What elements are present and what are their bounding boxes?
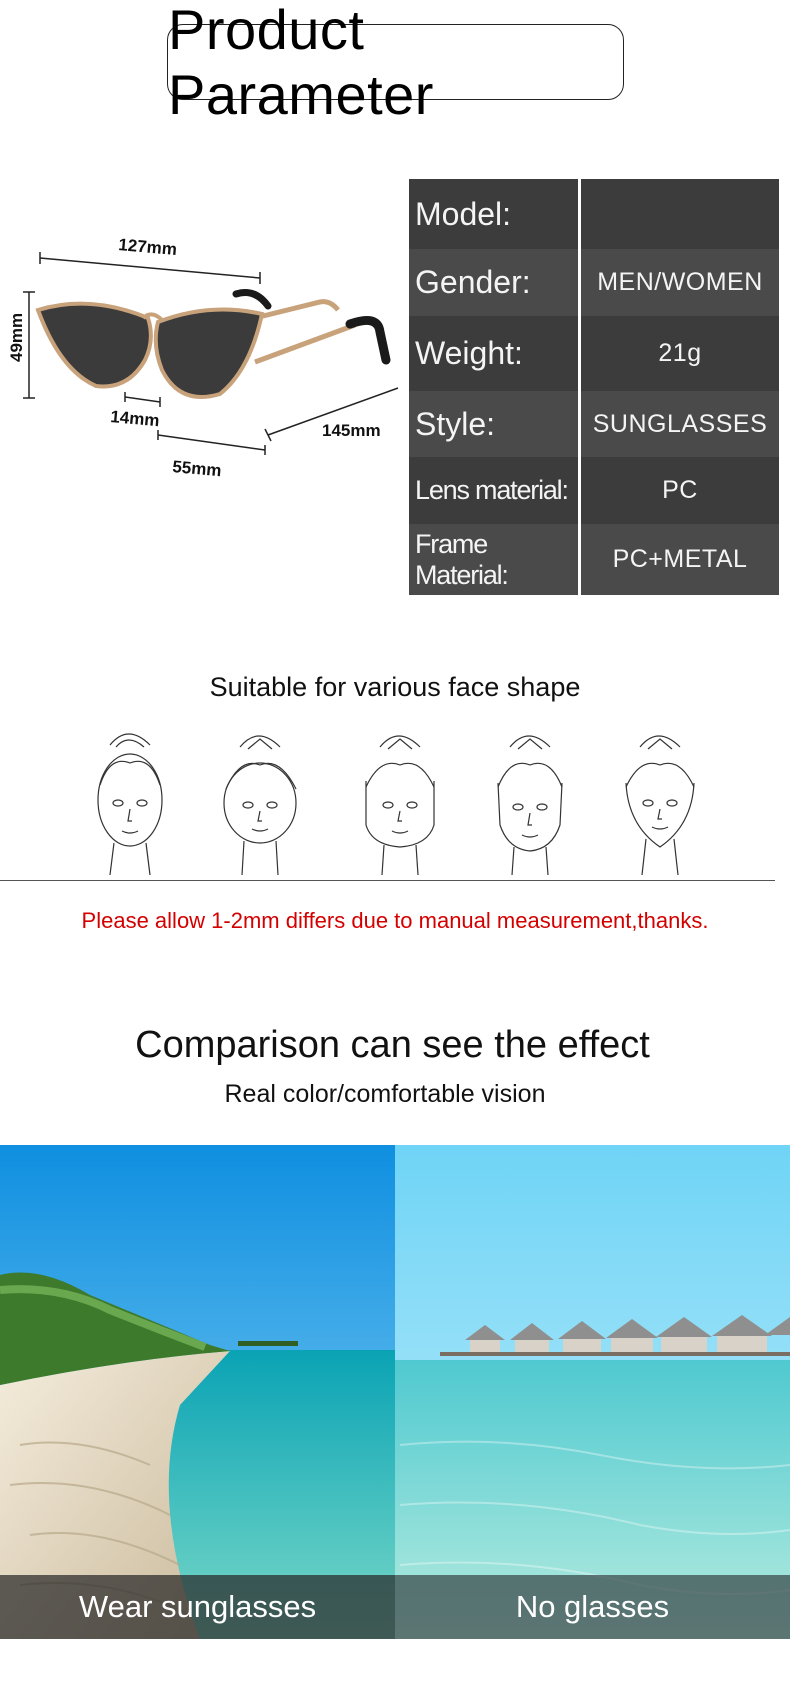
spec-value-style: SUNGLASSES [581, 391, 779, 457]
left-lens [38, 304, 151, 387]
spec-label-frame-material: Frame Material: [409, 524, 581, 595]
height-label: 49mm [7, 312, 26, 362]
spec-value-model [581, 179, 779, 249]
comparison-title: Comparison can see the effect [135, 1024, 650, 1066]
spec-label-gender: Gender: [409, 249, 581, 316]
face-shape-illustrations [78, 725, 718, 875]
temple-label: 145mm [322, 421, 381, 440]
measurement-note: Please allow 1-2mm differs due to manual measurement,thanks. [81, 908, 709, 933]
comparison-caption-bar [0, 1575, 790, 1639]
bridge-label: 14mm [109, 407, 161, 431]
face-long-illustration [498, 736, 562, 875]
lens-label: 55mm [171, 457, 223, 481]
face-shape-title: Suitable for various face shape [209, 672, 581, 702]
comparison-image [0, 1145, 790, 1639]
width-label: 127mm [117, 235, 178, 260]
width-dimension-line [40, 258, 260, 278]
face-oval-illustration [98, 734, 162, 875]
spec-value-lens-material: PC [581, 457, 779, 524]
face-round-illustration [224, 736, 296, 875]
section-divider [0, 880, 775, 881]
glasses-dimension-diagram [0, 210, 400, 490]
wear-sunglasses-caption: Wear sunglasses [0, 1575, 395, 1639]
comparison-subtitle: Real color/comfortable vision [224, 1080, 546, 1108]
spec-table [409, 179, 779, 595]
page-title: Product Parameter [167, 24, 624, 100]
spec-label-weight: Weight: [409, 316, 581, 391]
spec-value-frame-material: PC+METAL [581, 524, 779, 595]
face-heart-illustration [626, 736, 694, 875]
no-glasses-caption: No glasses [395, 1575, 790, 1639]
spec-label-style: Style: [409, 391, 581, 457]
right-lens [156, 310, 262, 398]
spec-value-gender: MEN/WOMEN [581, 249, 779, 316]
spec-label-lens-material: Lens material: [409, 457, 581, 524]
face-square-illustration [366, 736, 434, 875]
spec-label-model: Model: [409, 179, 581, 249]
spec-value-weight: 21g [581, 316, 779, 391]
